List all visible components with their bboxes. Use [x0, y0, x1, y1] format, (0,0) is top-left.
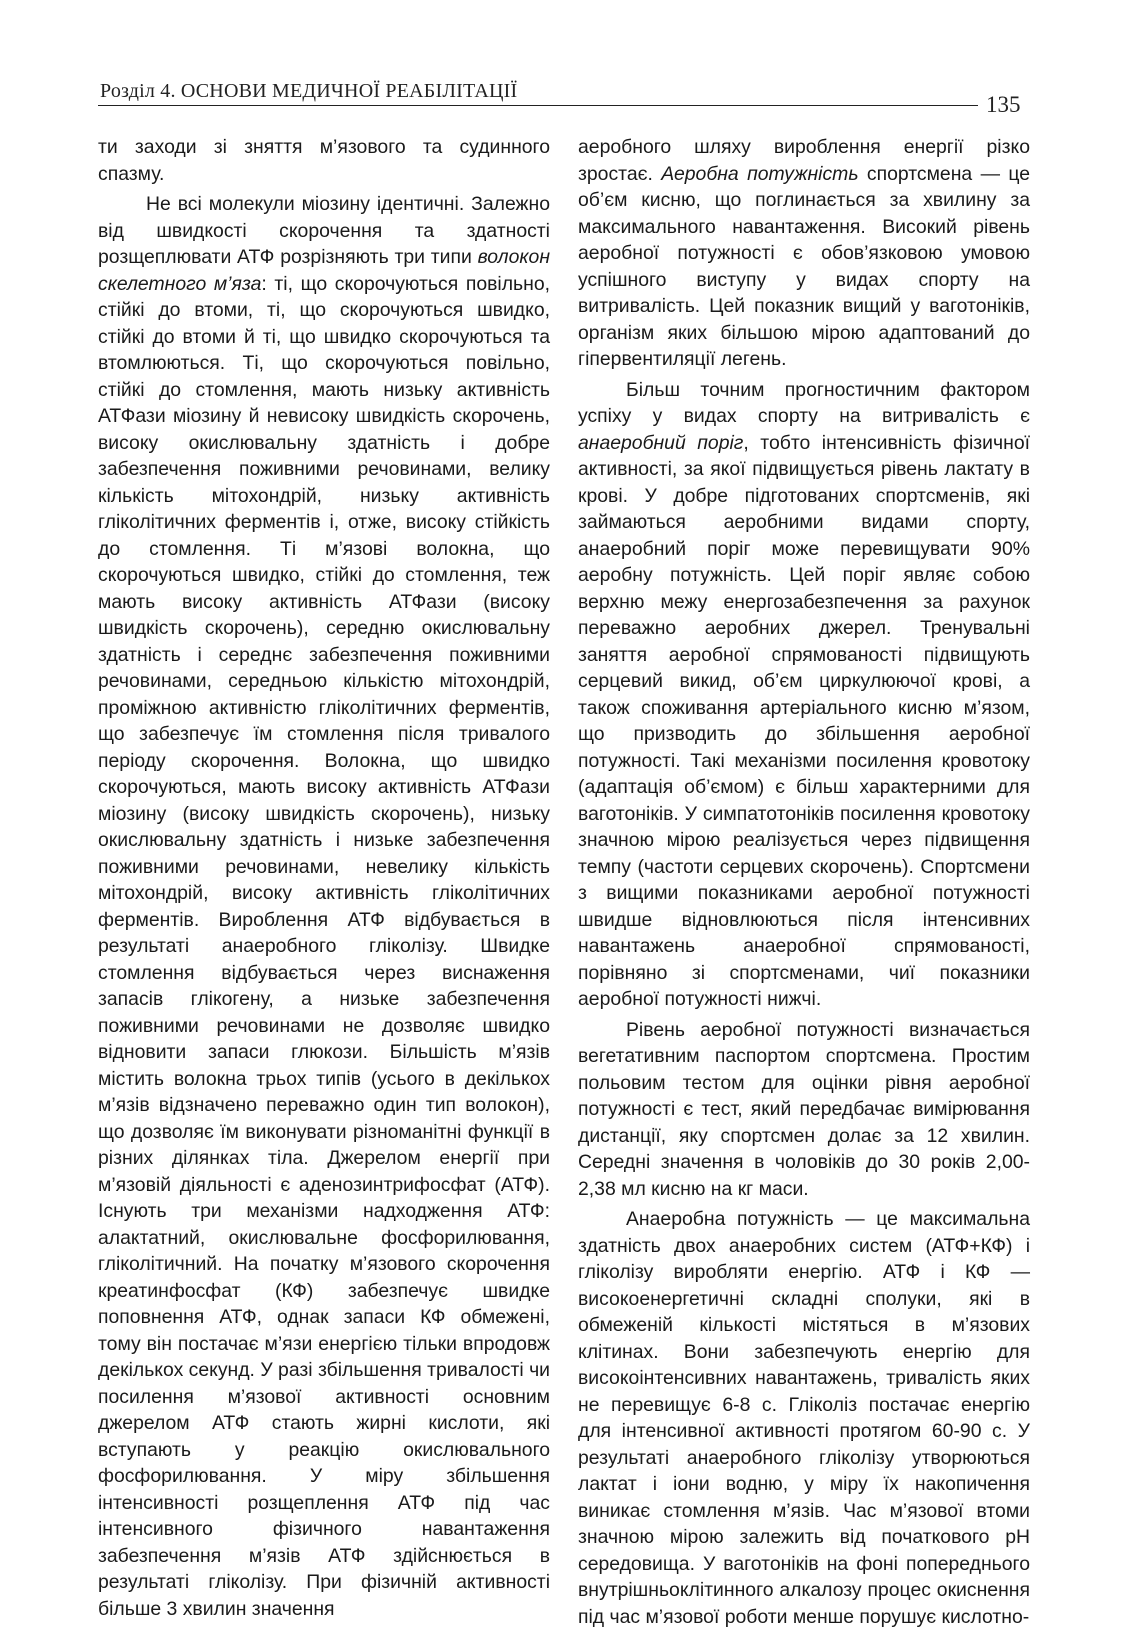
italic-term: анаеробний поріг [578, 431, 744, 454]
italic-term: Аеробна потужність [661, 162, 859, 185]
paragraph [578, 134, 1030, 373]
paragraph [578, 377, 1030, 1013]
paragraph-text: : ті, що скорочуються повільно, стійкі до втоми, ті, що скорочуються швидко, стійкі до втоми й ті, що швидко скорочуються та втомлюються. Ті, що скорочуються повільно, стійкі до стомлення, мають низьку активність АТФази міозину й невисоку швидкість скорочень, високу окислювальну здатність і добре забезпечення поживними речовинами, велику кількість мітохондрій, низьку активність гліколітичних ферментів і, отже, високу стійкість до стомлення. Ті м’язові волокна, що скорочуються швидко, стійкі до стомлення, теж мають високу активність АТФази (високу швидкість скорочень), середню окислювальну здатність і середнє забезпечення поживними речовинами, середньою кількістю мітохондрій, проміжною активністю гліколітичних ферментів, що забезпечує їм стомлення після тривалого періоду скорочення. Волокна, що швидко скорочуються, мають високу активність АТФази міозину (високу швидкість скорочень), низьку окислювальну здатність і низьке забезпечення поживними речовинами, невелику кількість мітохондрій, високу активність гліколітичних ферментів. Вироблення АТФ відбувається в результаті анаеробного гліколізу. Швидке стомлення відбувається через виснаження запасів глікогену, а низьке забезпечення поживними речовинами не дозволяє швидко відновити запаси глюкози. Більшість м’язів містить волокна трьох типів (усього в декількох м’язів відзначено переважно один тип волокон), що дозволяє їм виконувати різноманітні функції в різних ділянках тіла. Джерелом енергії при м’язовій діяльності є аденозинтрифосфат (АТФ). Існують три механізми надходження АТФ: алактатний, окислювальне фосфорилювання, гліколітичний. На початку м’язового скорочення креатинфосфат (КФ) забезпечує швидке поповнення АТФ, однак запаси КФ обмежені, тому він постачає м’язи енергією тільки впродовж декількох секунд. У разі збільшення тривалості чи посилення м’язової активності основним джерелом АТФ стають жирні кислоти, які вступають у реакцію окислювального фосфорилювання. У міру збільшення інтенсивності розщеплення АТФ під час інтенсивного фізичного навантаження забезпечення м’язів АТФ здійснюється в результаті гліколізу. При фізичній активності більше 3 хвилин значення [98, 272, 551, 1620]
paragraph [578, 1017, 1030, 1203]
header-rule [98, 105, 978, 106]
paragraph-text: Рівень аеробної потужності визначається вегетативним паспортом спортсмена. Простим польовим тестом для оцінки рівня аеробної потужності є тест, який передбачає вимірювання дистанції, яку спортсмен долає за 12 хвилин. Середні значення в чоловіків до 30 років 2,00-2,38 мл кисню на кг маси. [578, 1018, 1030, 1200]
paragraph-text: Більш точним прогностичним фактором успіху у видах спорту на витривалість є [578, 378, 1030, 427]
paragraph [98, 191, 550, 1622]
paragraph-text: спортсмена — це об’єм кисню, що поглинається за хвилину за максимального навантаження. Високий рівень аеробної потужності є обов’язковою умовою успішного виступу у видах спорту на витривалість. Цей показник вищий у ваготоніків, організм яких більшою мірою адаптований до гіпервентиляції легень. [578, 162, 1031, 370]
paragraph-text: ти заходи зі зняття м’язового та судинного спазму. [98, 136, 550, 185]
paragraph-text: , тобто інтенсивність фізичної активності, за якої підвищується рівень лактату в крові. У добре підготованих спортсменів, які займаються аеробними видами спорту, анаеробний поріг може перевищувати 90% аеробну потужність. Цей поріг являє собою верхню межу енергозабезпечення за рахунок переважно аеробних джерел. Тренувальні заняття аеробної спрямованості підвищують серцевий викид, об’єм циркулюючої крові, а також споживання артеріального кисню м’язом, що призводить до збільшення аеробної потужності. Такі механізми посилення кровотоку (адаптація об’ємом) є більш характерними для ваготоніків. У симпатотоніків посилення кровотоку значною мірою реалізується через підвищення темпу (частоти серцевих скорочень). Спортсмени з вищими показниками аеробної потужності швидше відновлюються після інтенсивних навантажень анаеробної спрямованості, порівняно зі спортсменами, чиї показники аеробної потужності нижчі. [578, 431, 1030, 1010]
page-number: 135 [986, 92, 1021, 117]
running-title: Розділ 4. ОСНОВИ МЕДИЧНОЇ РЕАБІЛІТАЦІЇ [100, 80, 518, 102]
paragraph-text: Не всі молекули міозину ідентичні. Залежно від швидкості скорочення та здатності розщеплювати АТФ розрізняють три типи [98, 193, 550, 268]
right-column [578, 134, 1031, 1628]
paragraph [98, 134, 550, 187]
paragraph-text: Анаеробна потужність — це максимальна здатність двох анаеробних систем (АТФ+КФ) і гліколізу виробляти енергію. АТФ і КФ — високоенергетичні складні сполуки, які в обмеженій кількості містяться в м’язових клітинах. Вони забезпечують енергію для високоінтенсивних навантажень, тривалість яких не перевищує 6-8 с. Гліколіз постачає енергію для інтенсивної активності протягом 60-90 с. У результаті анаеробного гліколізу утворюються лактат і іони водню, у міру їх накопичення виникає стомлення м’язів. Час м’язової втоми значною мірою залежить від початкового pH середовища. У ваготоніків на фоні попереднього внутрішньоклітинного алкалозу процес окиснення під час м’язової роботи менше порушує кислотно- [578, 1208, 1030, 1628]
italic-term: волокон скелетного м’яза [98, 246, 550, 295]
left-column [98, 134, 551, 1620]
paragraph [578, 1206, 1030, 1630]
paragraph-text: аеробного шляху вироблення енергії різко зростає. [578, 136, 1030, 185]
running-header [98, 74, 1028, 117]
